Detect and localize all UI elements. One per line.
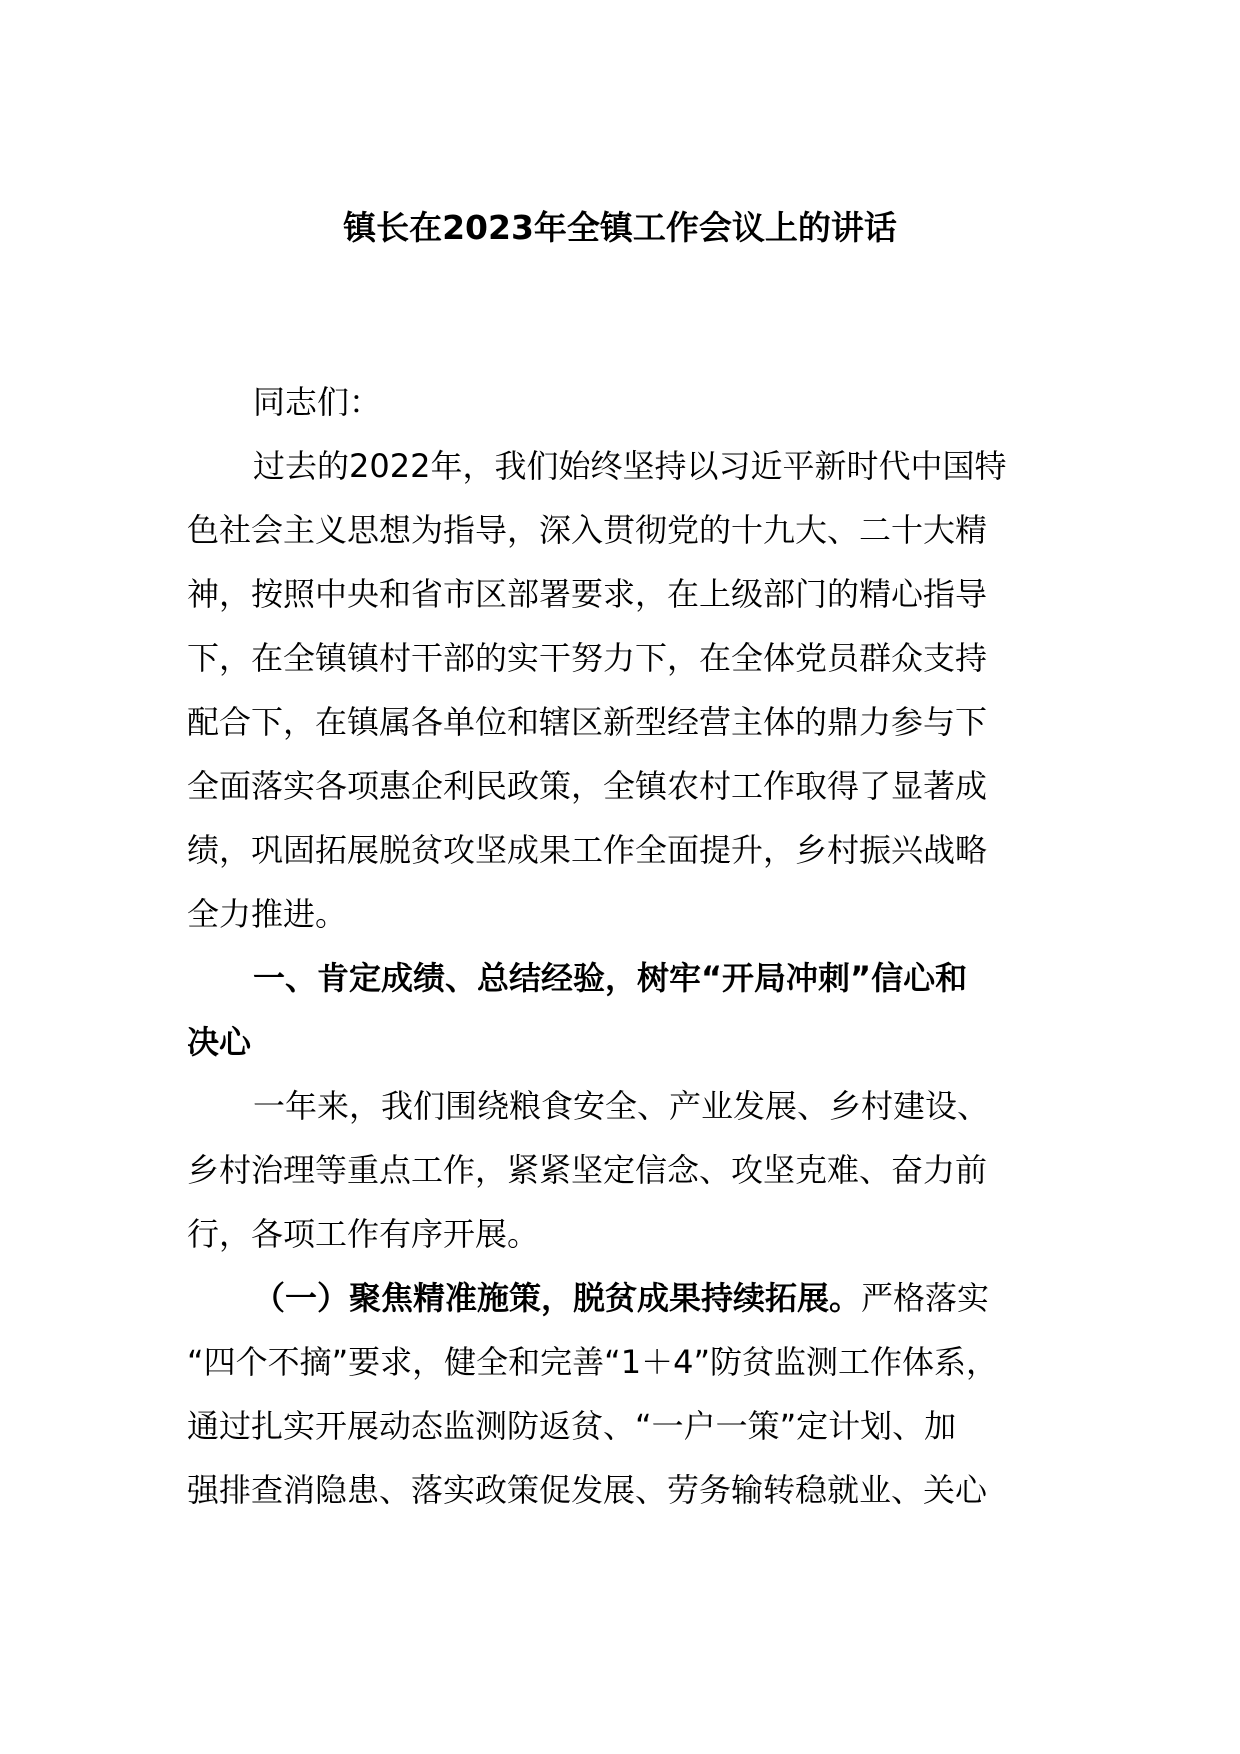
- paragraph-line: 配合下，在镇属各单位和辖区新型经营主体的鼎力参与下: [187, 703, 988, 741]
- paragraph-line: 神，按照中央和省市区部署要求，在上级部门的精心指导: [187, 575, 988, 613]
- paragraph-line: 下，在全镇镇村干部的实干努力下，在全体党员群众支持: [187, 639, 988, 677]
- paragraph-line: 通过扎实开展动态监测防返贫、“一户一策”定计划、加: [187, 1407, 957, 1445]
- paragraph-line: 过去的2022年，我们始终坚持以习近平新时代中国特: [253, 447, 1007, 485]
- subsection-text: 严格落实: [861, 1279, 990, 1317]
- paragraph-line: 全面落实各项惠企利民政策，全镇农村工作取得了显著成: [187, 767, 988, 805]
- paragraph-line: 色社会主义思想为指导，深入贯彻党的十九大、二十大精: [187, 511, 988, 549]
- paragraph-line: 一年来，我们围绕粮食安全、产业发展、乡村建设、: [253, 1087, 990, 1125]
- paragraph-line: 绩，巩固拓展脱贫攻坚成果工作全面提升，乡村振兴战略: [187, 831, 988, 869]
- paragraph-line: 行，各项工作有序开展。: [187, 1215, 540, 1253]
- document-body: [187, 370, 1067, 1522]
- paragraph-line: 强排查消隐患、落实政策促发展、劳务输转稳就业、关心: [187, 1471, 988, 1509]
- subsection-line: [187, 1266, 1067, 1330]
- paragraph-line: 全力推进。: [187, 895, 348, 933]
- section-heading-line: 一、肯定成绩、总结经验，树牢“开局冲刺”信心和: [253, 959, 968, 997]
- paragraph-line: 乡村治理等重点工作，紧紧坚定信念、攻坚克难、奋力前: [187, 1151, 988, 1189]
- paragraph-line: “四个不摘”要求，健全和完善“1＋4”防贫监测工作体系，: [187, 1343, 999, 1381]
- section-heading-line: 决心: [187, 1023, 252, 1061]
- subsection-heading: （一）聚焦精准施策，脱贫成果持续拓展。: [253, 1279, 862, 1317]
- document-title: 镇长在2023年全镇工作会议上的讲话: [343, 208, 897, 247]
- salutation-line: 同志们：: [253, 383, 382, 421]
